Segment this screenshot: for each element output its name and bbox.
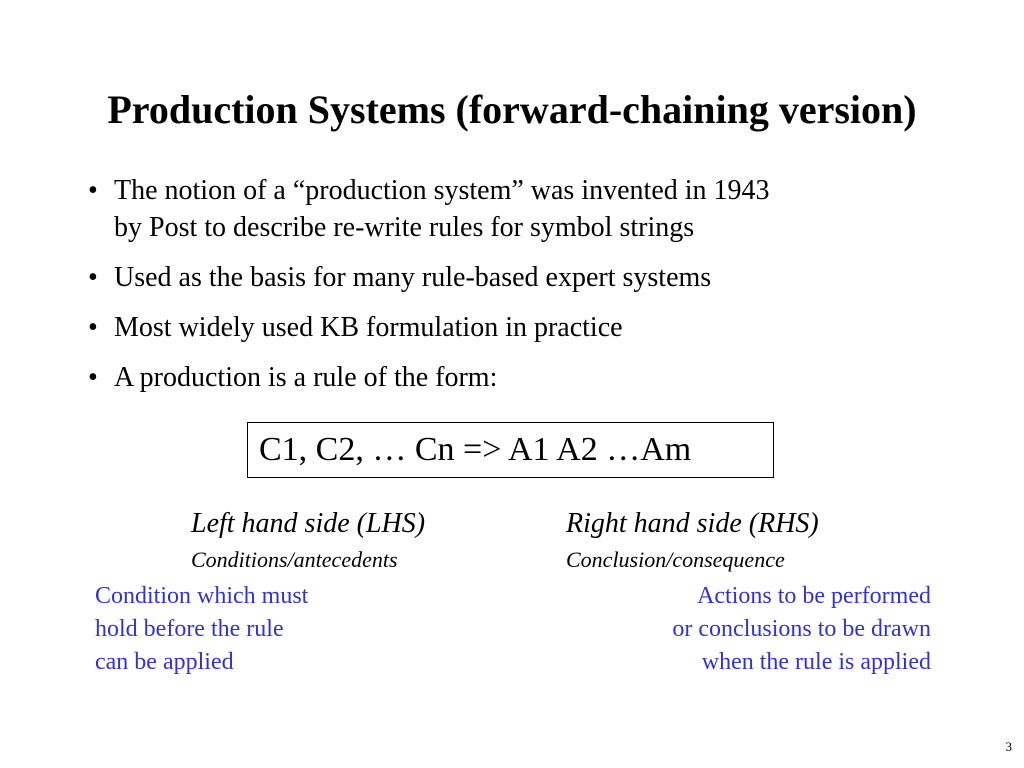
rhs-note: [672, 580, 931, 679]
bullet-item: [88, 309, 948, 346]
rhs-subheading: Conclusion/consequence: [566, 547, 785, 572]
rule-formula-box: C1, C2, … Cn => A1 A2 …Am: [247, 422, 774, 478]
lhs-note-line: Condition which must: [95, 583, 309, 609]
bullet-line: A production is a rule of the form:: [114, 362, 498, 393]
rhs-heading: Right hand side (RHS): [566, 508, 819, 539]
bullet-icon: •: [88, 362, 98, 393]
bullet-item: [88, 359, 948, 396]
bullet-item: [88, 259, 948, 296]
bullet-icon: •: [88, 312, 98, 343]
lhs-note-line: can be applied: [95, 649, 234, 675]
bullet-list: [88, 172, 948, 409]
lhs-note-line: hold before the rule: [95, 616, 284, 642]
rhs-note-line: when the rule is applied: [701, 649, 931, 675]
bullet-line: The notion of a “production system” was invented in 1943: [114, 175, 770, 206]
bullet-line: by Post to describe re-write rules for symbol strings: [114, 212, 695, 243]
lhs-note: [95, 580, 308, 679]
lhs-heading: Left hand side (LHS): [191, 508, 426, 539]
bullet-item: [88, 172, 948, 246]
lhs-subheading: Conditions/antecedents: [191, 547, 398, 572]
slide-title: Production Systems (forward-chaining version): [107, 87, 917, 132]
rhs-note-line: or conclusions to be drawn: [672, 616, 931, 642]
bullet-line: Most widely used KB formulation in practice: [114, 312, 623, 343]
rhs-note-line: Actions to be performed: [697, 583, 931, 609]
page-number: 3: [1005, 739, 1012, 754]
bullet-icon: •: [88, 262, 98, 293]
bullet-text: [114, 175, 770, 243]
bullet-line: Used as the basis for many rule-based expert systems: [114, 262, 712, 293]
bullet-icon: •: [88, 175, 98, 206]
